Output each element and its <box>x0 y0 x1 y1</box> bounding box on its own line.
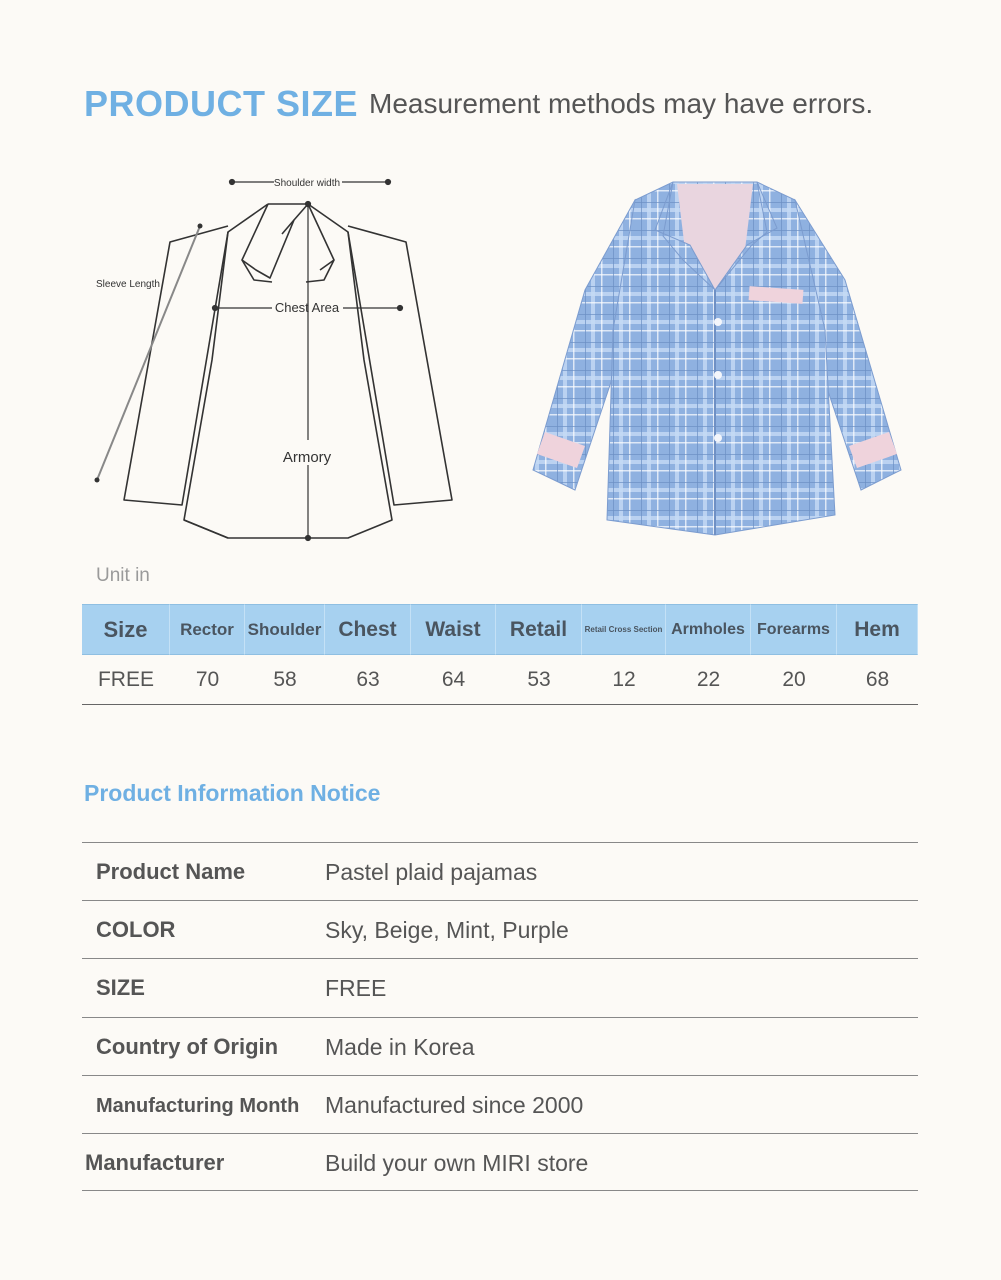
size-header-hem: Hem <box>837 604 918 655</box>
length-label: Armory <box>282 449 332 466</box>
info-row-size <box>82 958 918 1016</box>
product-info-table <box>82 842 918 1191</box>
info-value: Made in Korea <box>325 1033 475 1060</box>
size-header-rector: Rector <box>170 604 245 655</box>
size-cell: 20 <box>751 655 837 705</box>
shirt-outline-drawing <box>80 160 520 560</box>
length-measure-line <box>306 202 311 541</box>
size-cell: 63 <box>325 655 411 705</box>
info-value: Build your own MIRI store <box>325 1149 589 1176</box>
size-cell: 70 <box>170 655 245 705</box>
size-cell: 53 <box>496 655 582 705</box>
info-value: FREE <box>325 975 387 1002</box>
page-title: PRODUCT SIZE <box>84 83 359 124</box>
info-label: Manufacturing Month <box>96 1094 300 1117</box>
size-header-size: Size <box>82 604 170 655</box>
size-header-retail-cross-section: Retail Cross Section <box>582 604 666 655</box>
info-value: Pastel plaid pajamas <box>325 859 538 885</box>
measurement-diagram <box>80 160 520 560</box>
shoulder-label: Shoulder width <box>273 178 341 189</box>
unit-label: Unit in <box>96 565 150 586</box>
sleeve-measure-line <box>95 224 203 483</box>
size-cell: 22 <box>666 655 751 705</box>
info-row-manufacturer <box>82 1133 918 1191</box>
info-label: Manufacturer <box>85 1149 225 1175</box>
product-photo <box>525 170 910 545</box>
size-header-chest: Chest <box>325 604 411 655</box>
info-row-manufacturing-month <box>82 1075 918 1133</box>
info-label: Country of Origin <box>96 1033 279 1059</box>
info-label: SIZE <box>96 975 145 1001</box>
size-header-waist: Waist <box>411 604 496 655</box>
size-cell: FREE <box>82 655 170 705</box>
size-table <box>82 604 918 705</box>
size-header-shoulder: Shoulder <box>245 604 325 655</box>
info-label: Product Name <box>96 859 246 884</box>
sleeve-label: Sleeve Length <box>96 279 160 290</box>
size-header-armholes: Armholes <box>666 604 751 655</box>
info-row-product-name <box>82 842 918 900</box>
size-header-retail: Retail <box>496 604 582 655</box>
size-cell: 68 <box>837 655 918 705</box>
page-subtitle: Measurement methods may have errors. <box>369 88 874 119</box>
info-label: COLOR <box>96 917 176 943</box>
notice-title: Product Information Notice <box>84 780 381 806</box>
info-value: Manufactured since 2000 <box>325 1091 584 1118</box>
info-row-country <box>82 1017 918 1075</box>
info-value: Sky, Beige, Mint, Purple <box>325 917 569 944</box>
size-header-forearms: Forearms <box>751 604 837 655</box>
size-cell: 12 <box>582 655 666 705</box>
info-row-color <box>82 900 918 958</box>
size-cell: 64 <box>411 655 496 705</box>
size-cell: 58 <box>245 655 325 705</box>
chest-label: Chest Area <box>274 300 340 315</box>
